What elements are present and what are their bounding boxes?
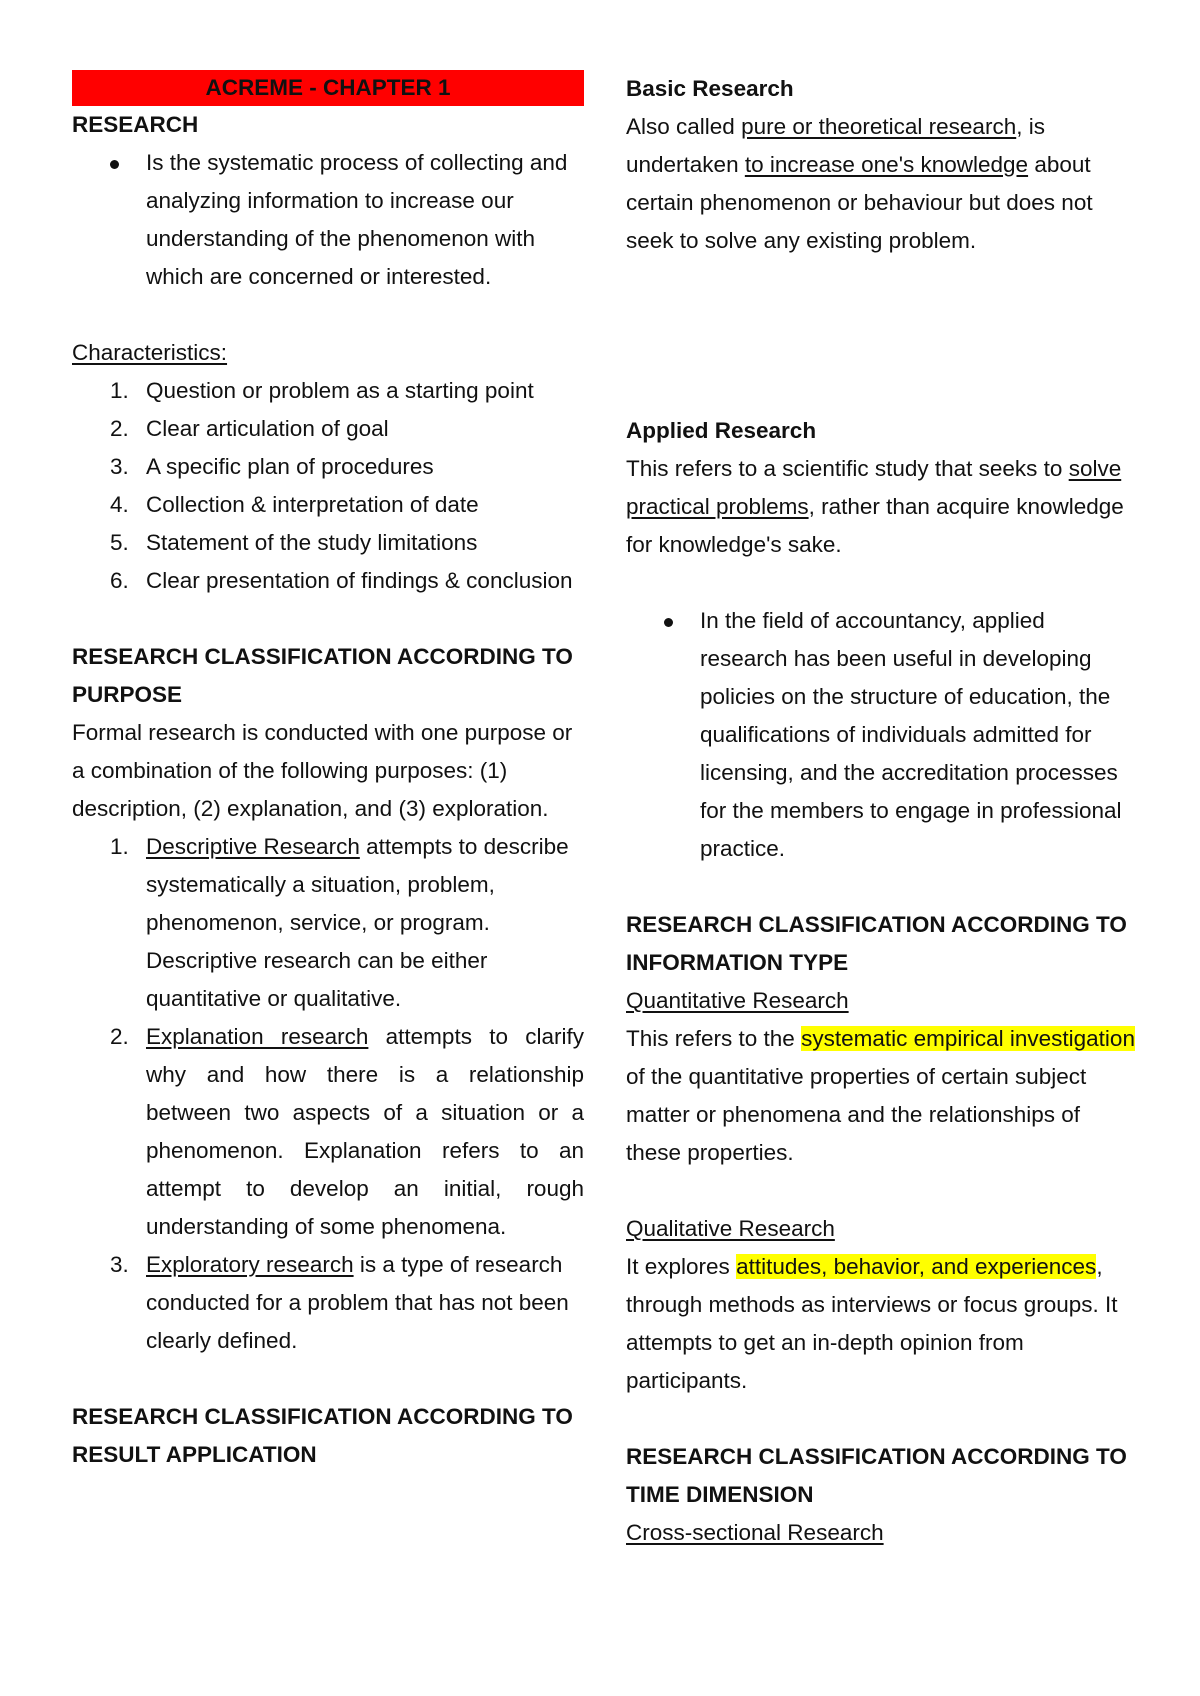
applied-list bbox=[626, 602, 1138, 868]
purpose-list bbox=[72, 828, 584, 1360]
list-item bbox=[72, 1018, 584, 1246]
qualitative-text: It explores attitudes, behavior, and experiences, through methods as interviews or focus groups. It attempts to get an in-depth opinion from participants. bbox=[626, 1254, 1118, 1393]
item-text: Question or problem as a starting point bbox=[146, 378, 534, 403]
item-number: 3. bbox=[110, 1252, 129, 1277]
left-column bbox=[72, 70, 584, 1474]
list-item bbox=[72, 486, 584, 524]
list-item bbox=[72, 372, 584, 410]
list-item bbox=[72, 1246, 584, 1360]
underlined-term: pure or theoretical research bbox=[741, 114, 1017, 139]
list-item bbox=[72, 144, 584, 296]
list-item bbox=[72, 524, 584, 562]
item-number: 5. bbox=[110, 530, 129, 555]
item-text: is a type of research conducted for a problem that has not been clearly defined. bbox=[146, 1252, 569, 1353]
highlighted-term: systematic empirical investigation bbox=[801, 1026, 1135, 1051]
item-text: attempts to describe systematically a situation, problem, phenomenon, service, or program. Descriptive research can be either quantitative or qualitative. bbox=[146, 834, 569, 1011]
item-number: 2. bbox=[110, 1024, 129, 1049]
characteristics-label: Characteristics: bbox=[72, 340, 228, 365]
term-exploratory: Exploratory research bbox=[146, 1252, 354, 1277]
item-text: A specific plan of procedures bbox=[146, 454, 434, 479]
cross-sectional-label: Cross-sectional Research bbox=[626, 1520, 884, 1545]
underlined-term: to increase one's knowledge bbox=[744, 152, 1029, 177]
underlined-term: solve practical problems bbox=[626, 456, 1122, 519]
quantitative-text: This refers to the systematic empirical investigation of the quantitative properties of certain subject matter or phenomena and the relationships of these properties. bbox=[626, 1026, 1135, 1165]
list-item bbox=[72, 410, 584, 448]
item-number: 1. bbox=[110, 378, 129, 403]
research-definition-list bbox=[72, 144, 584, 296]
item-text: Statement of the study limitations bbox=[146, 530, 478, 555]
item-text: In the field of accountancy, applied research has been useful in developing policies on the structure of education, the qualifications of individuals admitted for licensing, and the accreditation processes for the members to engage in professional practice. bbox=[700, 608, 1122, 861]
basic-research-heading: Basic Research bbox=[626, 76, 794, 101]
applied-research-heading: Applied Research bbox=[626, 418, 817, 443]
purpose-heading: RESEARCH CLASSIFICATION ACCORDING TO PURPOSE bbox=[72, 644, 573, 707]
qualitative-label: Qualitative Research bbox=[626, 1216, 835, 1241]
item-number: 3. bbox=[110, 454, 129, 479]
information-type-heading: RESEARCH CLASSIFICATION ACCORDING TO INFORMATION TYPE bbox=[626, 912, 1127, 975]
result-application-heading: RESEARCH CLASSIFICATION ACCORDING TO RESULT APPLICATION bbox=[72, 1404, 573, 1467]
list-item bbox=[72, 828, 584, 1018]
item-text: attempts to clarify why and how there is a relationship between two aspects of a situation or a phenomenon. Explanation refers to an attempt to develop an initial, rough understanding of some phenomena. bbox=[146, 1024, 584, 1239]
bullet-icon bbox=[664, 618, 673, 627]
item-text: Clear presentation of findings & conclusion bbox=[146, 568, 573, 593]
list-item bbox=[72, 562, 584, 600]
item-number: 2. bbox=[110, 416, 129, 441]
item-text: Collection & interpretation of date bbox=[146, 492, 479, 517]
applied-research-text: This refers to a scientific study that seeks to solve practical problems, rather than acquire knowledge for knowledge's sake. bbox=[626, 456, 1124, 557]
right-column bbox=[626, 70, 1138, 1552]
bullet-icon bbox=[110, 160, 119, 169]
basic-research-text: Also called pure or theoretical research, is undertaken to increase one's knowledge about certain phenomenon or behaviour but does not seek to solve any existing problem. bbox=[626, 114, 1093, 253]
item-number: 1. bbox=[110, 834, 129, 859]
quantitative-label: Quantitative Research bbox=[626, 988, 849, 1013]
term-explanation: Explanation research bbox=[146, 1024, 369, 1049]
chapter-title: ACREME - CHAPTER 1 bbox=[72, 70, 584, 106]
highlighted-term: attitudes, behavior, and experiences bbox=[736, 1254, 1097, 1279]
term-descriptive: Descriptive Research bbox=[146, 834, 360, 859]
item-text: Clear articulation of goal bbox=[146, 416, 389, 441]
characteristics-list bbox=[72, 372, 584, 600]
list-item bbox=[626, 602, 1138, 868]
purpose-intro: Formal research is conducted with one purpose or a combination of the following purposes: (1) description, (2) explanation, and (3) exploration. bbox=[72, 720, 573, 821]
item-number: 4. bbox=[110, 492, 129, 517]
research-definition: Is the systematic process of collecting and analyzing information to increase our understanding of the phenomenon with which are concerned or interested. bbox=[146, 150, 568, 289]
item-number: 6. bbox=[110, 568, 129, 593]
list-item bbox=[72, 448, 584, 486]
time-dimension-heading: RESEARCH CLASSIFICATION ACCORDING TO TIME DIMENSION bbox=[626, 1444, 1127, 1507]
research-heading: RESEARCH bbox=[72, 112, 199, 137]
